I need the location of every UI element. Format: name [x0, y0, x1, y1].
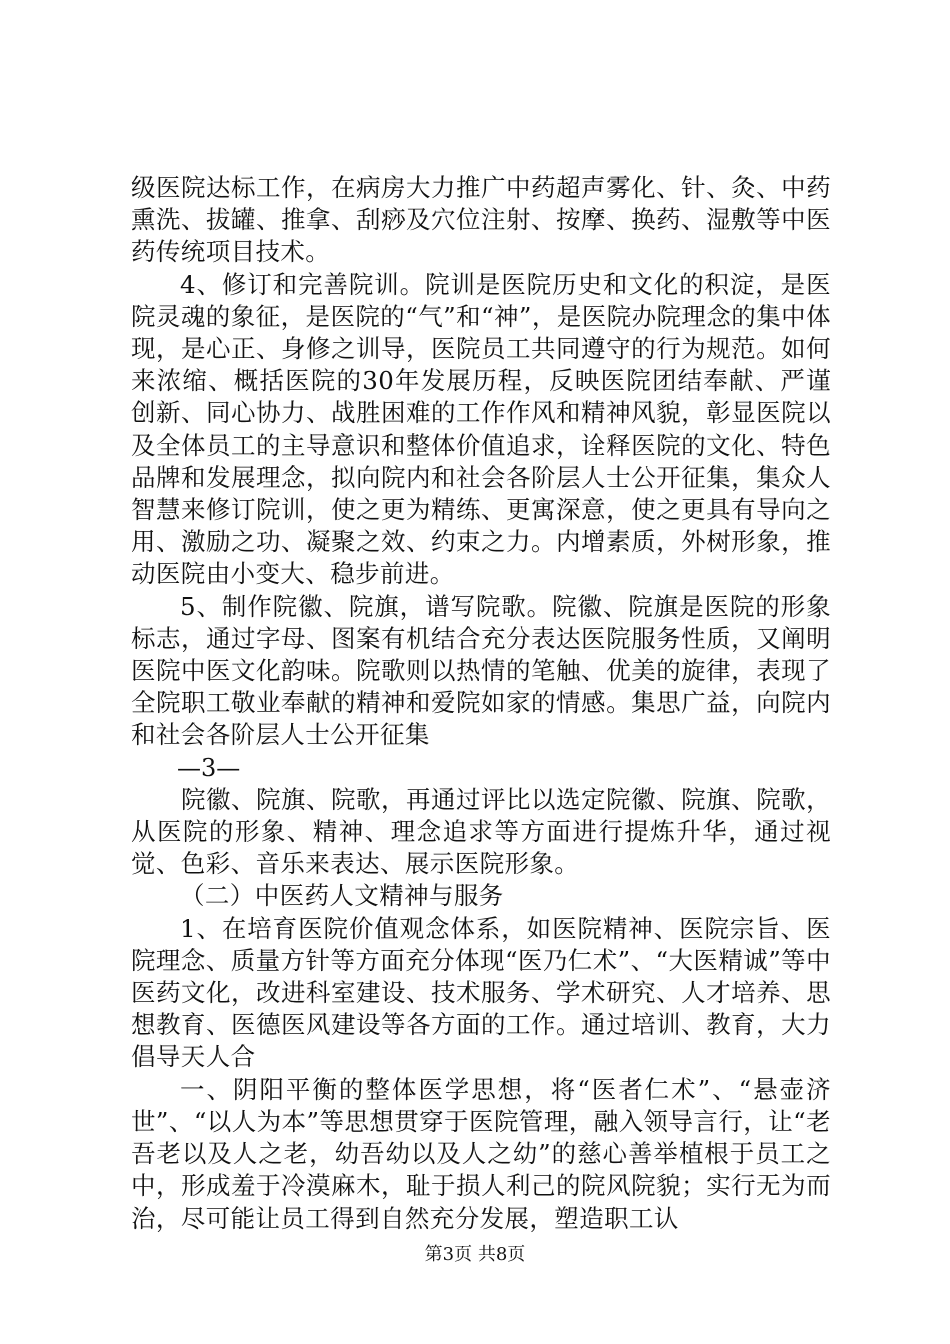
paragraph-item-5-emblem: 5、制作院徽、院旗，谱写院歌。院徽、院旗是医院的形象标志，通过字母、图案有机结合充分表达医院服务性质，又阐明医院中医文化韵味。院歌则以热情的笔触、优美的旋律，表现了全院职工敬业奉献的精神和爱院如家的情感。集思广益，向院内和社会各阶层人士公开征集	[131, 591, 831, 750]
document-body	[131, 172, 831, 1235]
paragraph-yin-yang: 一、阴阳平衡的整体医学思想，将“医者仁术”、“悬壶济世”、“以人为本”等思想贯穿于医院管理，融入领导言行，让“老吾老以及人之老，幼吾幼以及人之幼”的慈心善举植根于员工之中，形成羞于冷漠麻木，耻于损人利己的院风院貌；实行无为而治，尽可能让员工得到自然充分发展，塑造职工认	[131, 1074, 831, 1233]
page-footer: 第3页 共8页	[424, 1244, 526, 1265]
paragraph-continued: 级医院达标工作，在病房大力推广中药超声雾化、针、灸、中药熏洗、拔罐、推拿、刮痧及穴位注射、按摩、换药、湿敷等中医药传统项目技术。	[131, 173, 831, 267]
paragraph-item-4-motto: 4、修订和完善院训。院训是医院历史和文化的积淀，是医院灵魂的象征，是医院的“气”和“神”，是医院办院理念的集中体现，是心正、身修之训导，医院员工共同遵守的行为规范。如何来浓缩、概括医院的30年发展历程，反映医院团结奉献、严谨创新、同心协力、战胜困难的工作作风和精神风貌，彰显医院以及全体员工的主导意识和整体价值追求，诠释医院的文化、特色品牌和发展理念，拟向院内和社会各阶层人士公开征集，集众人智慧来修订院训，使之更为精练、更寓深意，使之更具有导向之用、激励之功、凝聚之效、约束之力。内增素质，外树形象，推动医院由小变大、稳步前进。	[131, 269, 831, 589]
paragraph-item-1-values: 1、在培育医院价值观念体系，如医院精神、医院宗旨、医院理念、质量方针等方面充分体现“医乃仁术”、“大医精诚”等中医药文化，改进科室建设、技术服务、学术研究、人才培养、思想教育、医德医风建设等各方面的工作。通过培训、教育，大力倡导天人合	[131, 913, 831, 1072]
inline-page-marker: —3—	[177, 753, 241, 782]
section-heading-humanistic-spirit: （二）中医药人文精神与服务	[180, 881, 504, 911]
paragraph-emblem-continued: 院徽、院旗、院歌，再通过评比以选定院徽、院旗、院歌，从医院的形象、精神、理念追求等方面进行提炼升华，通过视觉、色彩、音乐来表达、展示医院形象。	[131, 784, 831, 879]
